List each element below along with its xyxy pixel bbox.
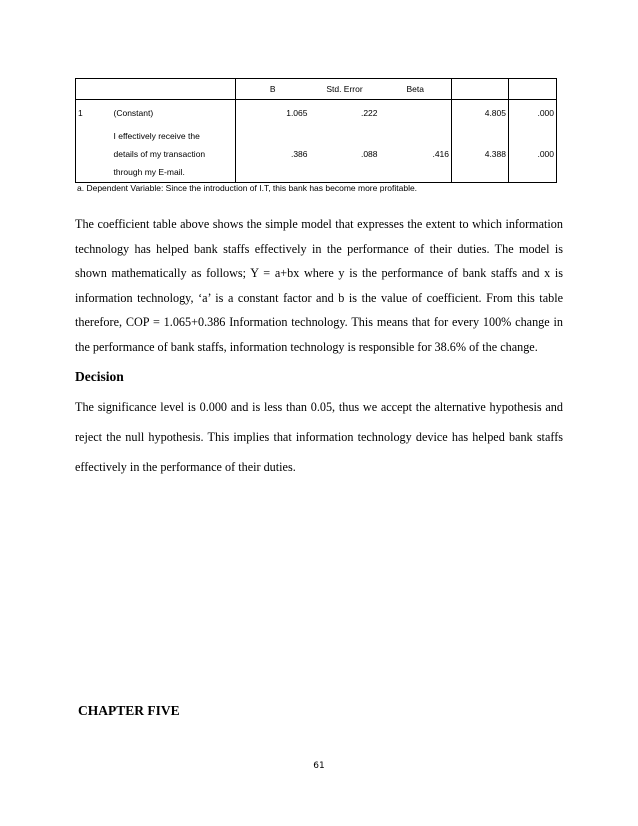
header-sig	[509, 79, 557, 100]
header-b: B	[236, 79, 310, 100]
decision-heading: Decision	[75, 369, 124, 384]
table-header-row	[76, 79, 557, 100]
cell-std-error: .088	[310, 126, 380, 183]
cell-t: 4.388	[452, 126, 509, 183]
table-footnote: a. Dependent Variable: Since the introduction of I.T, this bank has become more profitable.	[77, 183, 418, 193]
table-row	[76, 126, 557, 183]
cell-model	[76, 126, 112, 183]
predictor-line: through my E-mail.	[113, 167, 185, 177]
coefficients-table	[75, 78, 557, 183]
cell-beta: .416	[380, 126, 452, 183]
header-predictor	[112, 79, 236, 100]
cell-sig: .000	[509, 126, 557, 183]
header-beta: Beta	[380, 79, 452, 100]
cell-predictor	[112, 126, 236, 183]
page-number: 61	[313, 761, 325, 771]
predictor-line: I effectively receive the	[113, 131, 200, 141]
cell-b: 1.065	[236, 100, 310, 127]
header-t	[452, 79, 509, 100]
predictor-line: details of my transaction	[113, 149, 206, 159]
header-std-error: Std. Error	[310, 79, 380, 100]
coefficient-paragraph: The coefficient table above shows the simple model that expresses the extent to which information technology has helped bank staffs effectively in the performance of their duties. The model is shown mathematically as follows; Y = a+bx where y is the performance of bank staffs and x is information technology, ‘a’ is a constant factor and b is the value of coefficient. From this table therefore, COP = 1.065+0.386 Information technology. This means that for every 100% change in the performance of bank staffs, information technology is responsible for 38.6% of the change.	[75, 217, 563, 354]
cell-beta	[380, 100, 452, 127]
decision-paragraph: The significance level is 0.000 and is less than 0.05, thus we accept the alternative hypothesis and reject the null hypothesis. This implies that information technology device has helped bank staffs effectively in the performance of their duties.	[75, 400, 563, 474]
header-model	[76, 79, 112, 100]
cell-b: .386	[236, 126, 310, 183]
cell-t: 4.805	[452, 100, 509, 127]
cell-std-error: .222	[360, 108, 378, 118]
cell-model: 1	[76, 100, 112, 127]
cell-predictor: (Constant)	[113, 108, 154, 118]
table-row	[76, 100, 557, 127]
cell-sig: .000	[509, 100, 557, 127]
chapter-heading: CHAPTER FIVE	[78, 703, 180, 718]
